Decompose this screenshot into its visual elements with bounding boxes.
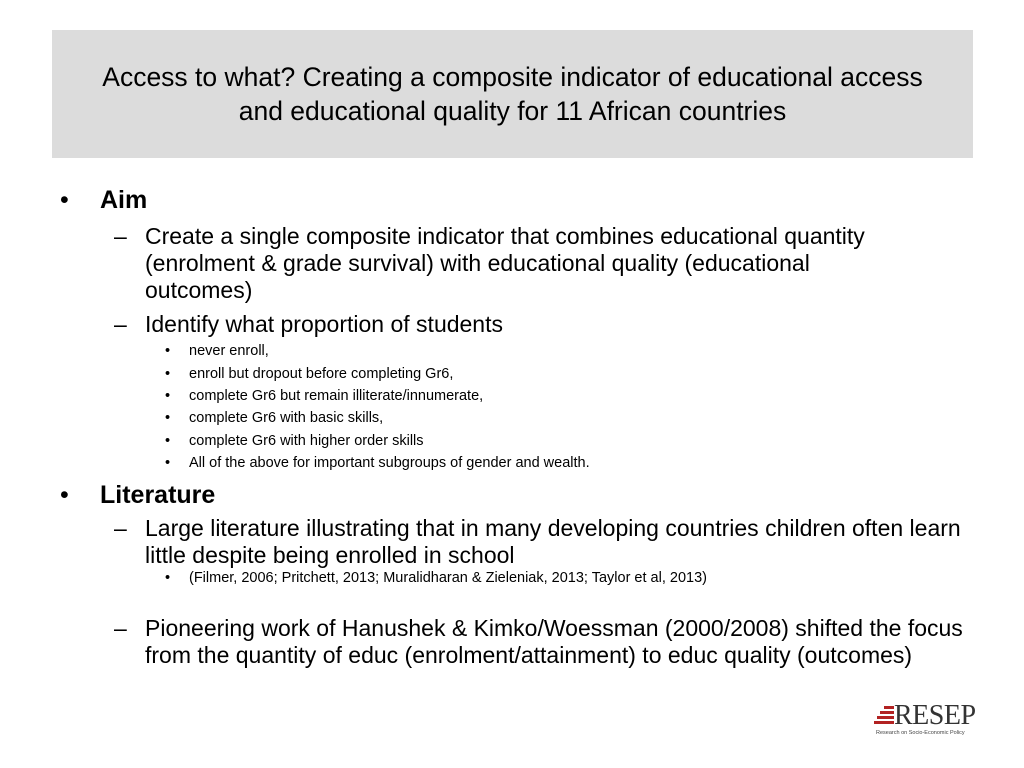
dash-marker: –	[114, 311, 127, 337]
aim-create-line-3: outcomes)	[145, 277, 253, 303]
aim-create-item	[114, 223, 865, 304]
literature-pioneering-item	[114, 615, 963, 669]
identify-subitem-text: All of the above for important subgroups of gender and wealth.	[189, 455, 590, 471]
dash-marker: –	[114, 515, 127, 541]
bullet-marker: •	[60, 186, 69, 214]
logo-wordmark: RESEP	[894, 700, 976, 731]
bullet-marker: •	[165, 410, 171, 426]
identify-subitem	[165, 409, 384, 427]
dash-marker: –	[114, 223, 127, 249]
identify-subitem	[165, 387, 484, 405]
bullet-marker: •	[165, 366, 171, 382]
aim-identify-text: Identify what proportion of students	[145, 311, 503, 337]
slide-title-line-2: and educational quality for 11 African countries	[238, 96, 787, 126]
literature-large-item	[114, 515, 961, 569]
identify-subitem-text: enroll but dropout before completing Gr6,	[189, 366, 454, 382]
identify-subitem-text: complete Gr6 with higher order skills	[189, 433, 424, 449]
bullet-marker: •	[165, 455, 171, 471]
bullet-marker: •	[165, 343, 171, 359]
literature-pioneering-line-2: from the quantity of educ (enrolment/attainment) to educ quality (outcomes)	[145, 642, 913, 668]
bullet-marker: •	[60, 481, 69, 509]
identify-subitem	[165, 342, 269, 360]
identify-subitem-text: complete Gr6 but remain illiterate/innumerate,	[189, 388, 484, 404]
identify-subitem	[165, 365, 454, 383]
literature-large-line-2: little despite being enrolled in school	[145, 542, 515, 568]
aim-create-line-1: Create a single composite indicator that combines educational quantity	[145, 223, 865, 249]
resep-logo	[874, 700, 984, 738]
identify-subitem-text: never enroll,	[189, 343, 269, 359]
logo-subtitle: Research on Socio-Economic Policy	[876, 730, 965, 736]
identify-subitem	[165, 432, 424, 450]
bullet-marker: •	[165, 433, 171, 449]
identify-subitem-text: complete Gr6 with basic skills,	[189, 410, 384, 426]
aim-create-line-2: (enrolment & grade survival) with educational quality (educational	[145, 250, 810, 276]
literature-citation	[165, 569, 707, 587]
slide-title-line-1: Access to what? Creating a composite indicator of educational access	[102, 62, 923, 92]
identify-subitem	[165, 454, 590, 472]
literature-heading	[60, 481, 216, 510]
aim-identify-item	[114, 311, 503, 338]
literature-citation-text: (Filmer, 2006; Pritchett, 2013; Muralidharan & Zieleniak, 2013; Taylor et al, 2013)	[189, 570, 707, 586]
bullet-marker: •	[165, 388, 171, 404]
literature-pioneering-line-1: Pioneering work of Hanushek & Kimko/Woessman (2000/2008) shifted the focus	[145, 615, 963, 641]
dash-marker: –	[114, 615, 127, 641]
staircase-logo-icon	[874, 706, 896, 726]
literature-heading-text: Literature	[100, 481, 216, 509]
bullet-marker: •	[165, 570, 171, 586]
aim-heading-text: Aim	[100, 186, 148, 214]
literature-large-line-1: Large literature illustrating that in many developing countries children often learn	[145, 515, 961, 541]
aim-heading	[60, 186, 148, 215]
